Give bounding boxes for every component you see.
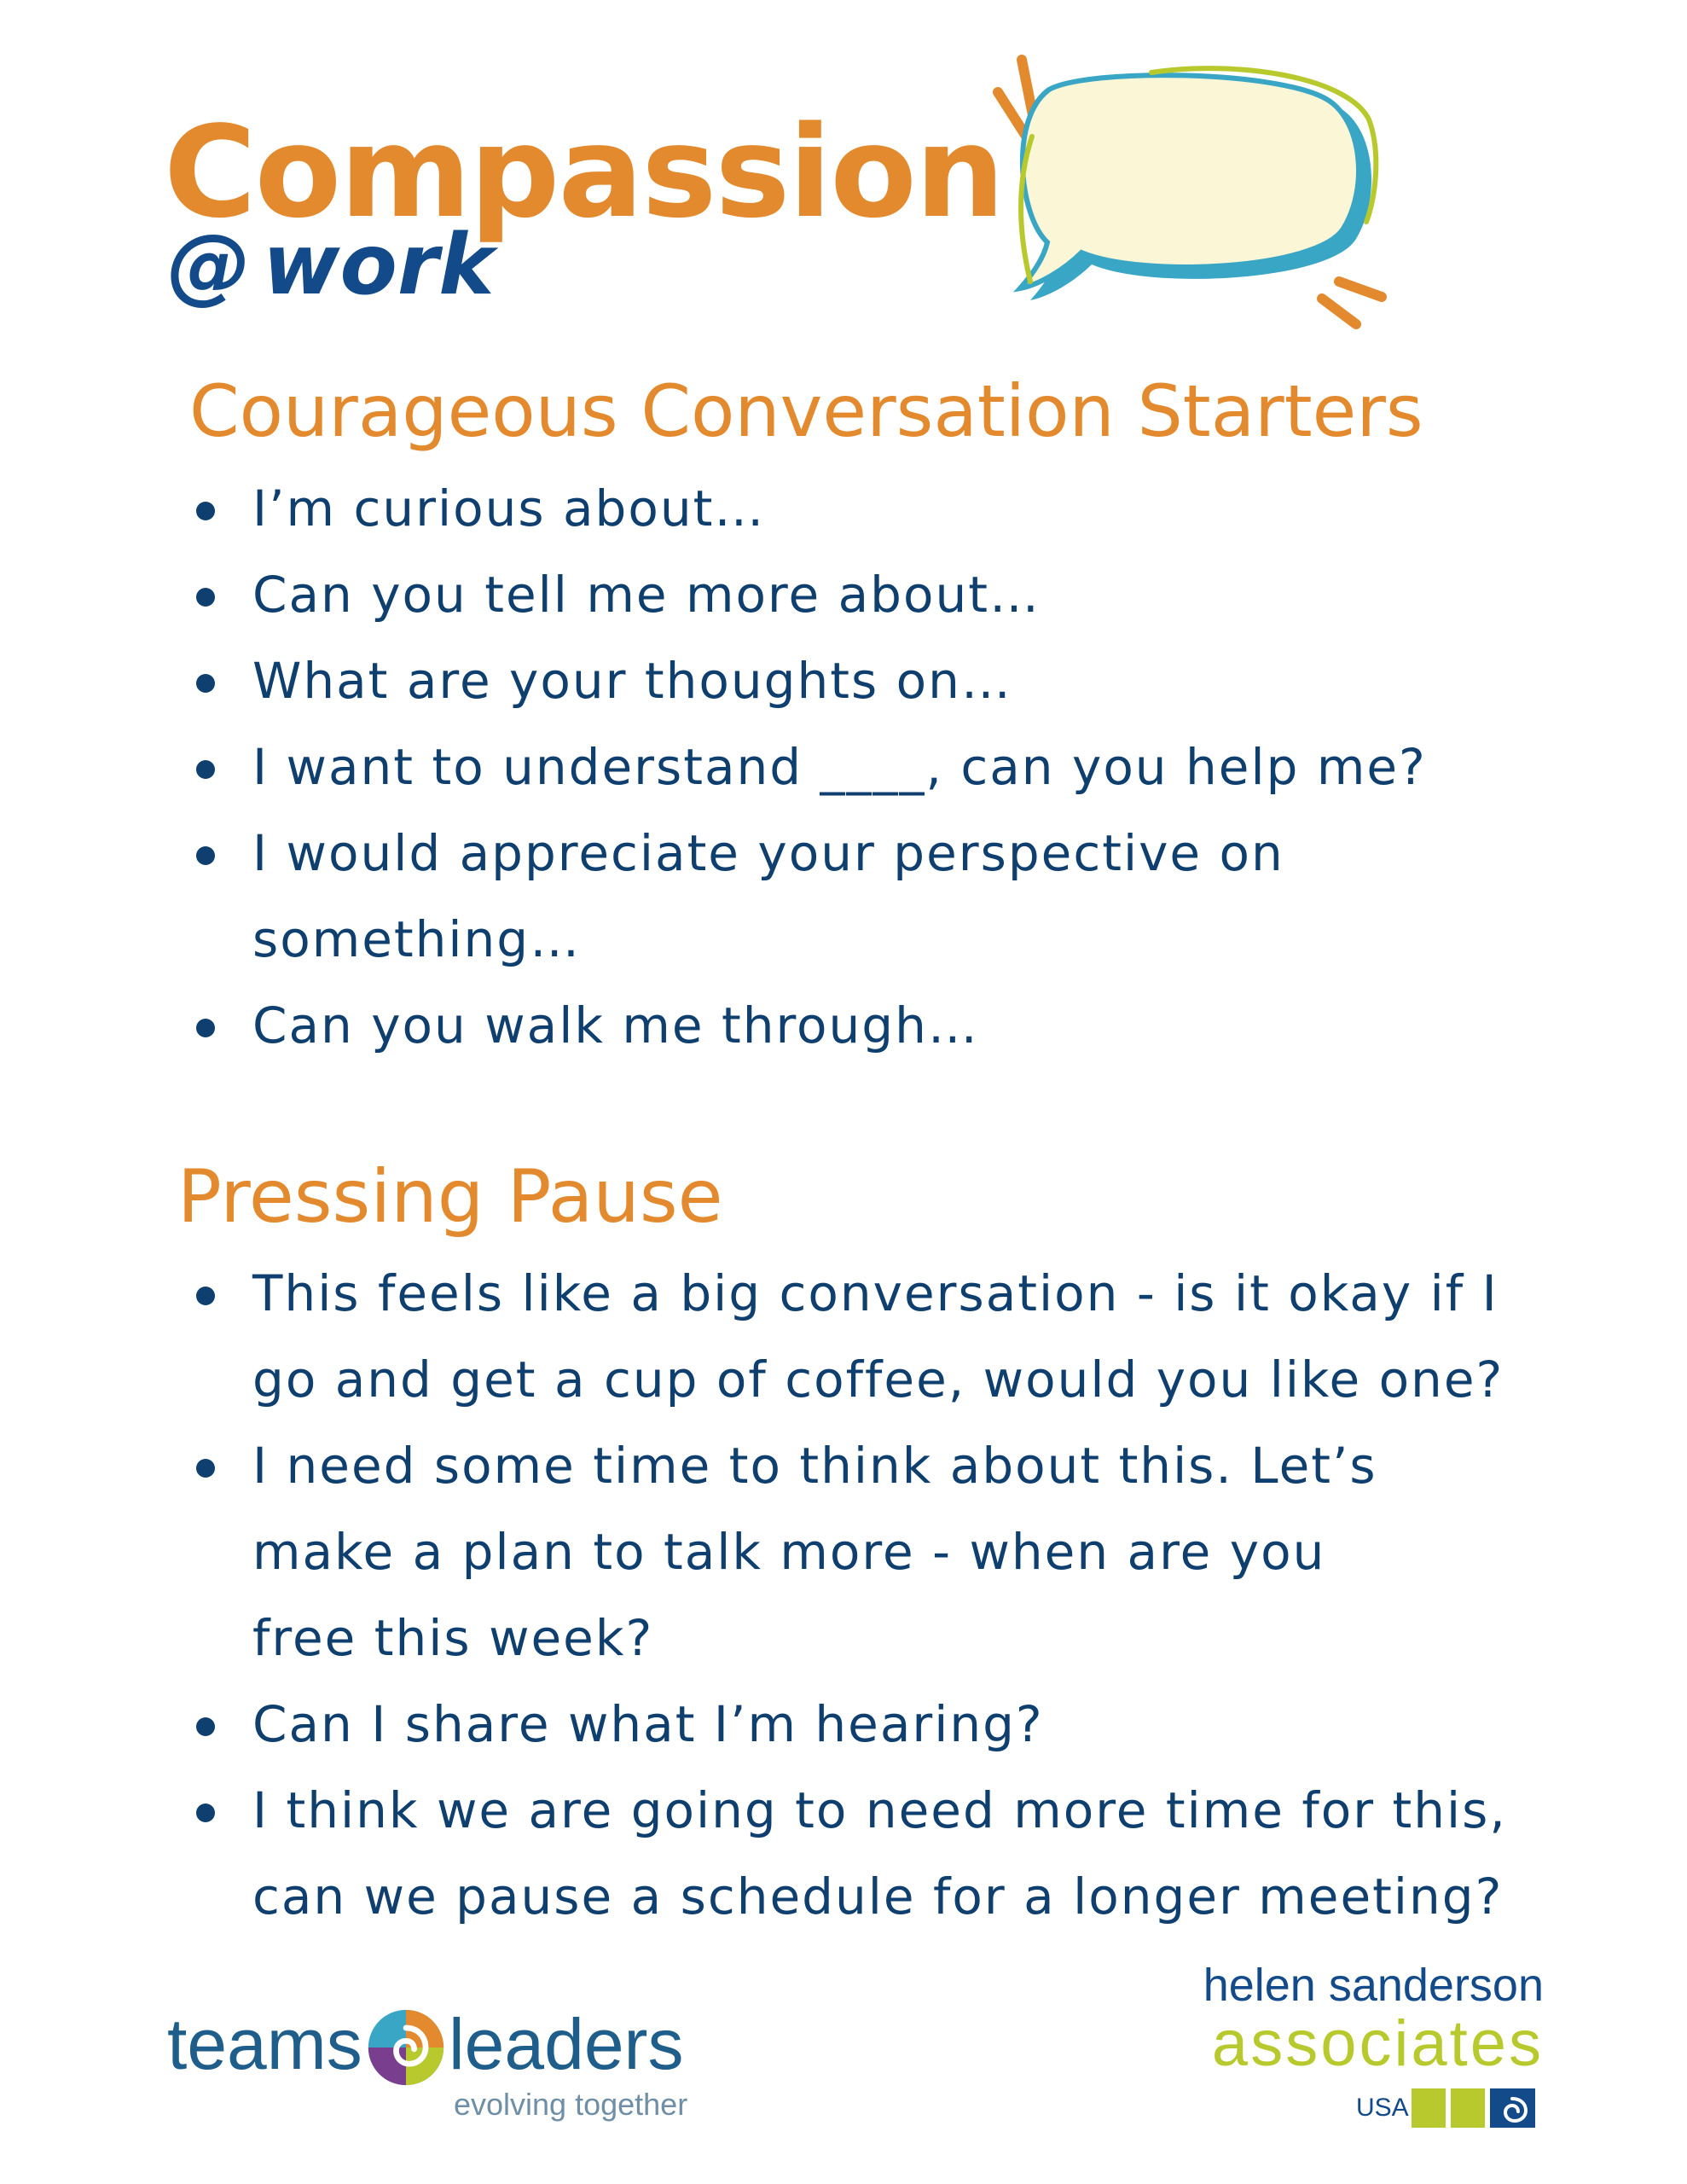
list-item <box>196 1768 1527 1940</box>
section-heading-conversation-starters: Courageous Conversation Starters <box>189 369 1423 453</box>
logo-bar-icon <box>1412 2088 1535 2128</box>
list-item-text: Can you walk me through… <box>252 996 979 1054</box>
list-item <box>196 552 1527 638</box>
subtitle-at: @ <box>167 217 251 314</box>
speech-bubble-icon <box>981 26 1424 333</box>
logo-word-leaders: leaders <box>449 2004 684 2084</box>
logo-tagline: evolving together <box>454 2087 688 2122</box>
page-subtitle <box>167 217 495 314</box>
subtitle-word: work <box>263 217 495 314</box>
section-heading-pressing-pause: Pressing Pause <box>177 1154 723 1240</box>
bullet-icon <box>196 1287 215 1305</box>
list-item-text: I think we are going to need more time for this, can we pause a schedule for a longer meeting? <box>252 1781 1507 1926</box>
bullet-icon <box>196 588 215 607</box>
bullet-icon <box>196 760 215 779</box>
bullet-icon <box>196 846 215 865</box>
list-item-text: I want to understand ____, can you help me? <box>252 738 1427 796</box>
logo-line-helen-sanderson: helen sanderson <box>1203 1960 1544 2011</box>
list-item-text: Can I share what I’m hearing? <box>252 1695 1044 1753</box>
list-item-text: I’m curious about… <box>252 479 766 537</box>
list-item <box>196 638 1527 724</box>
list-item <box>196 1682 1527 1768</box>
logo-word-teams: teams <box>167 2004 362 2084</box>
helen-sanderson-associates-logo <box>1160 1962 1544 2141</box>
list-item-text: I need some time to think about this. Let’s make a plan to talk more - when are you free this week? <box>252 1437 1377 1667</box>
logo-region: USA <box>1356 2094 1409 2122</box>
list-item <box>196 466 1527 552</box>
logo-line-associates: associates <box>1211 2007 1544 2080</box>
swirl-icon <box>365 2007 447 2088</box>
list-item-text: I would appreciate your perspective on something… <box>252 824 1284 968</box>
list-item-text: Can you tell me more about… <box>252 566 1041 624</box>
teams-leaders-logo <box>167 2005 696 2133</box>
bullet-icon <box>196 1459 215 1478</box>
list-item-text: What are your thoughts on… <box>252 652 1012 710</box>
list-item-text: This feels like a big conversation - is it okay if I go and get a cup of coffee, would you like one? <box>252 1264 1504 1409</box>
list-item <box>196 810 1361 983</box>
pressing-pause-list <box>196 1251 1527 1940</box>
list-item <box>196 1423 1429 1682</box>
list-item <box>196 724 1527 810</box>
bullet-icon <box>196 1019 215 1037</box>
bullet-icon <box>196 502 215 520</box>
bullet-icon <box>196 1804 215 1822</box>
conversation-starters-list <box>196 466 1527 1069</box>
list-item <box>196 1251 1527 1423</box>
bullet-icon <box>196 674 215 693</box>
list-item <box>196 983 1527 1069</box>
page-title: Compassion <box>164 99 1004 246</box>
bullet-icon <box>196 1717 215 1736</box>
